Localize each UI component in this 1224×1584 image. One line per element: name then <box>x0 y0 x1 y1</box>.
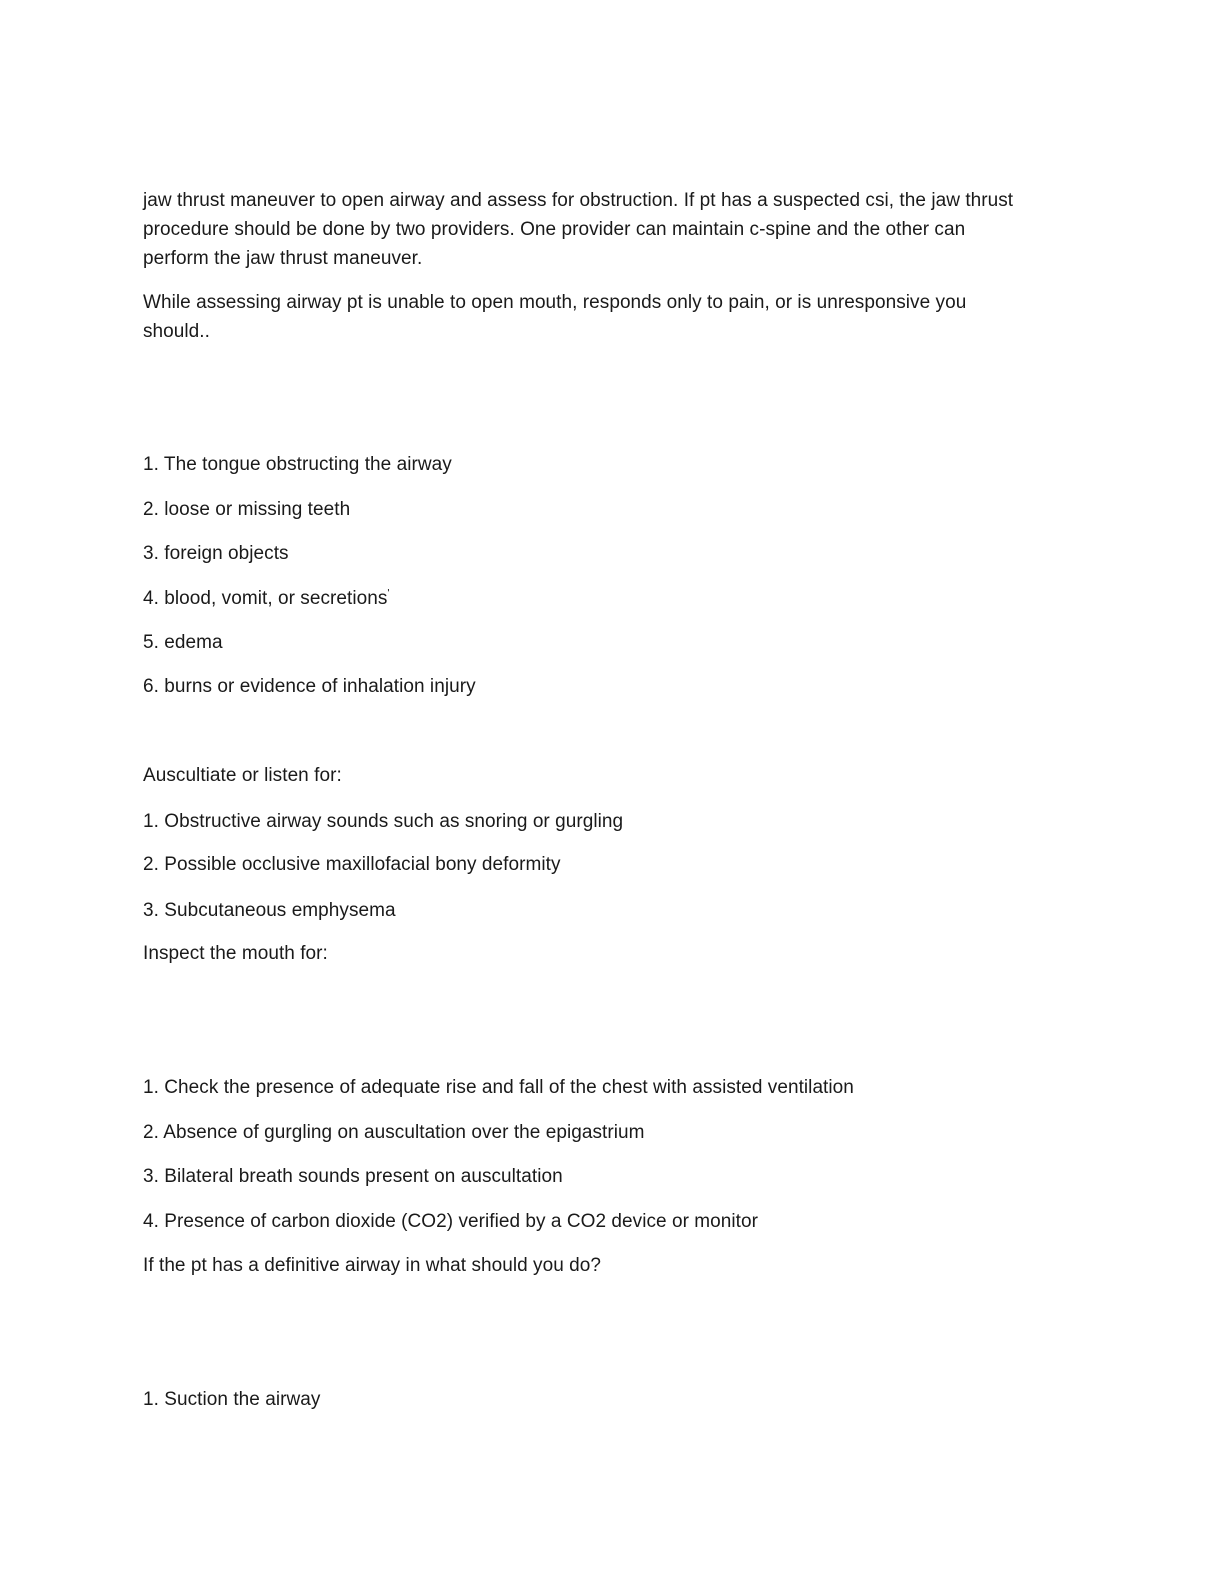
list-item: 4. Presence of carbon dioxide (CO2) verified by a CO2 device or monitor <box>143 1211 759 1232</box>
inspect-heading: Inspect the mouth for: <box>143 943 328 964</box>
list-item: 2. loose or missing teeth <box>143 499 351 520</box>
list-item-text: 4. blood, vomit, or secretions <box>143 588 388 609</box>
intro-paragraph-line: procedure should be done by two providers. One provider can maintain c-spine and the other can <box>143 219 966 240</box>
list-item: 1. Suction the airway <box>143 1389 321 1410</box>
list-item <box>143 584 390 613</box>
list-item: 1. Check the presence of adequate rise and fall of the chest with assisted ventilation <box>143 1077 854 1098</box>
intro-paragraph-line: jaw thrust maneuver to open airway and assess for obstruction. If pt has a suspected csi, the jaw thrust <box>143 190 1014 211</box>
intro-paragraph-line: perform the jaw thrust maneuver. <box>143 248 423 269</box>
question-paragraph-line: If the pt has a definitive airway in what should you do? <box>143 1255 602 1276</box>
question-paragraph-line: While assessing airway pt is unable to open mouth, responds only to pain, or is unresponsive you <box>143 292 967 313</box>
list-item: 6. burns or evidence of inhalation injury <box>143 676 476 697</box>
list-item: 3. Bilateral breath sounds present on auscultation <box>143 1166 563 1187</box>
question-paragraph-line: should.. <box>143 321 210 342</box>
list-item: 2. Possible occlusive maxillofacial bony deformity <box>143 854 561 875</box>
list-item: 1. The tongue obstructing the airway <box>143 454 452 475</box>
list-item: 5. edema <box>143 632 223 653</box>
list-item: 1. Obstructive airway sounds such as snoring or gurgling <box>143 811 624 832</box>
list-item: 2. Absence of gurgling on auscultation over the epigastrium <box>143 1122 645 1143</box>
stray-mark: ' <box>387 587 390 600</box>
list-item: 3. Subcutaneous emphysema <box>143 900 396 921</box>
auscultate-heading: Auscultiate or listen for: <box>143 765 342 786</box>
list-item: 3. foreign objects <box>143 543 289 564</box>
